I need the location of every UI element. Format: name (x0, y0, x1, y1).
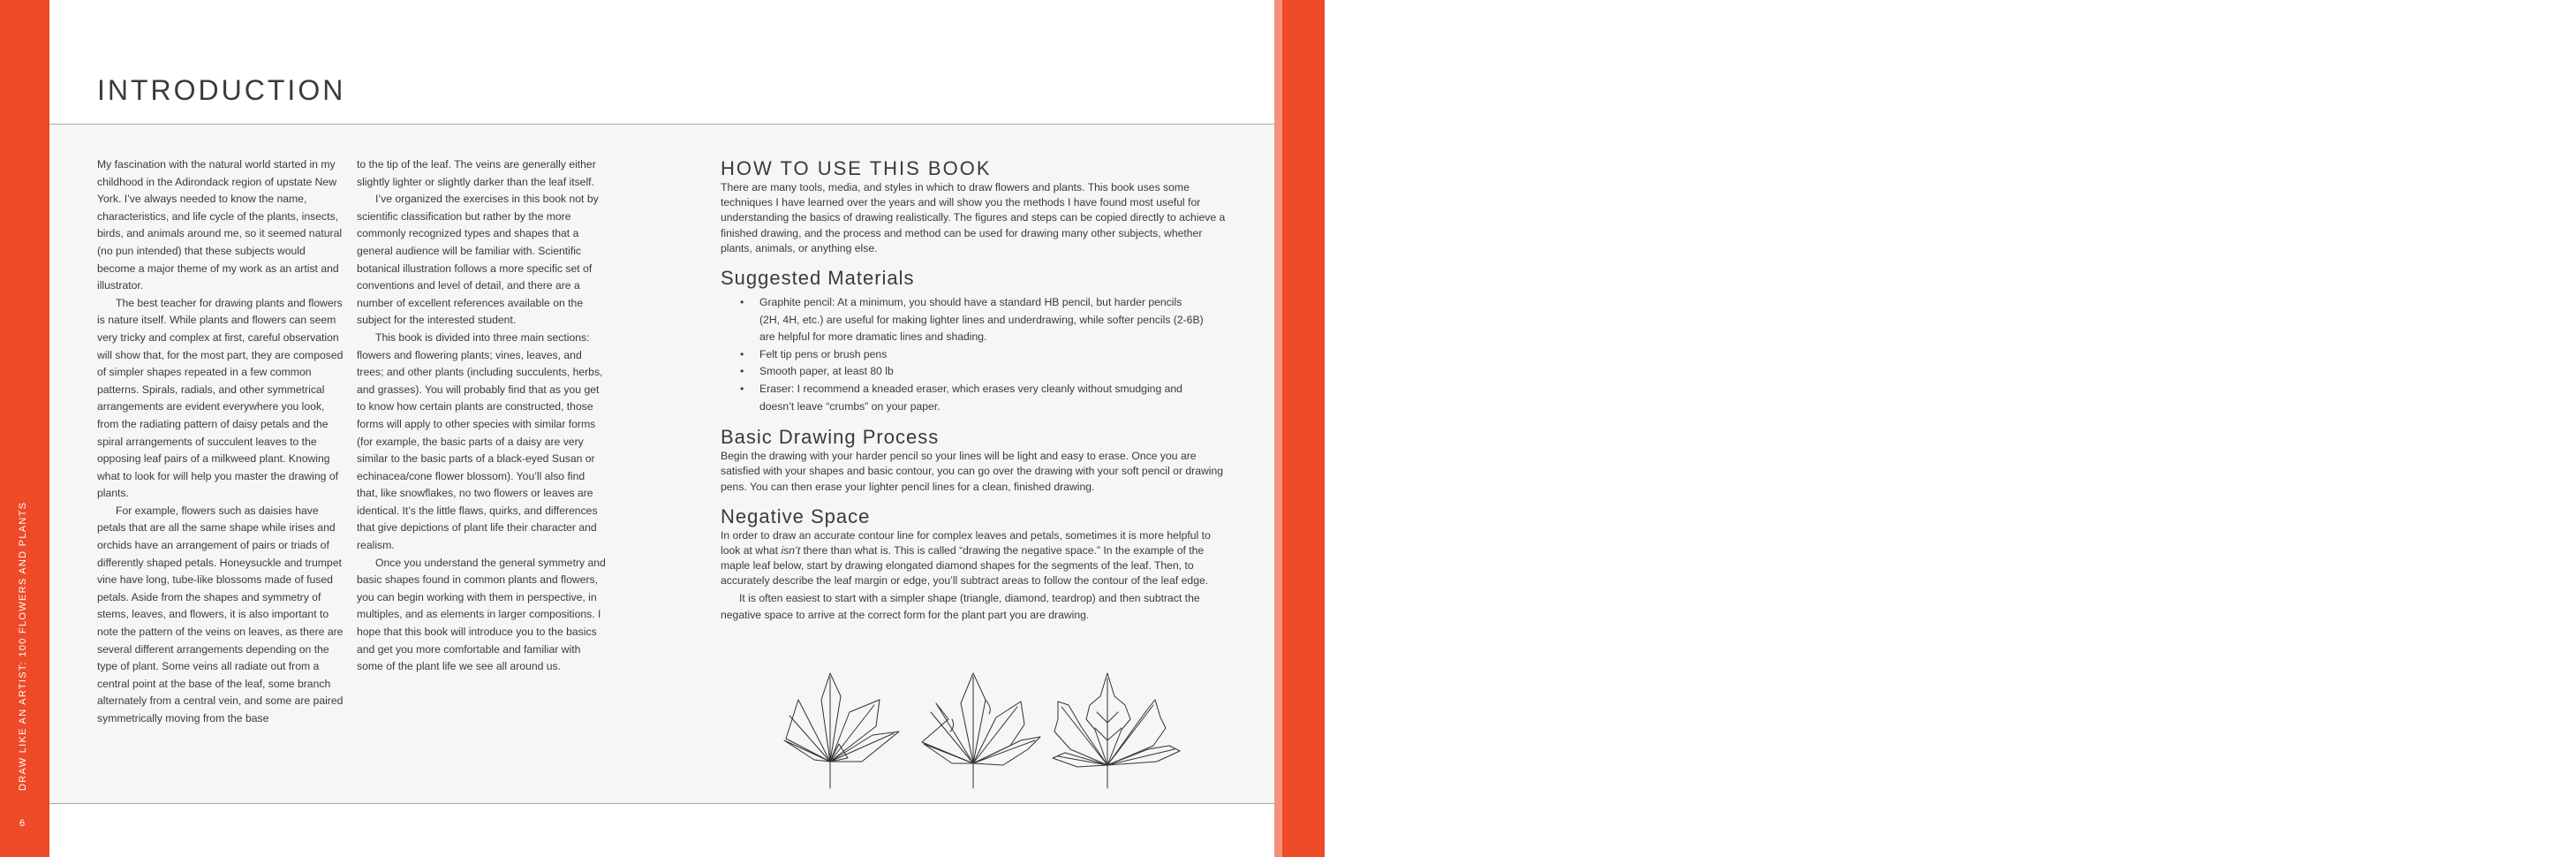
body-text: there than what is. This is called “drawing the negative space.” In the example of the maple leaf below, start by drawing elongated diamond shapes for the segments of the leaf. Then, to accurately describe the leaf margin or edge, you’ll subtract areas to follow the contour of the leaf edge. (721, 543, 1209, 588)
leaf-step-2-icon (922, 673, 1040, 788)
basic-process-section (721, 426, 1231, 495)
emphasis-text: isn’t (781, 543, 801, 557)
right-accent-stripe (1274, 0, 1282, 857)
right-column (721, 157, 1231, 625)
page-number-left: 6 (19, 818, 26, 829)
list-item-text: Smooth paper, at least 80 lb (759, 365, 894, 378)
list-item (740, 363, 1231, 381)
materials-list (721, 294, 1231, 415)
list-item-text: Eraser: I recommend a kneaded eraser, which erases very cleanly without smudging and doesn’t leave “crumbs” on your paper. (759, 382, 1182, 413)
negative-space-body-2: It is often easiest to start with a simpler shape (triangle, diamond, teardrop) and then subtract the negative space to arrive at the correct form for the plant part you are drawing. (721, 591, 1200, 622)
page-number-right: 7 (2571, 818, 2576, 829)
left-accent-band (0, 0, 49, 857)
body-text: In order to draw an accurate contour line for complex leaves and petals, sometimes it is more helpful to look at what (721, 528, 1211, 557)
paragraph: For example, flowers such as daisies have petals that are all the same shape while irises and orchids have an arrangement of pairs or triads of differently shaped petals. Honeysuckle and trumpet vine have long, tube-like blossoms made of fused petals. Aside from the shapes and symmetry of stems, leaves, and flowers, it is also important to note the pattern of the veins on leaves, as there are several different arrangements depending on the type of plant. Some veins all radiate out from a central point at the base of the leaf, some branch alternately from a central vein, and some are paired symmetrically moving from the base (97, 504, 344, 724)
list-item (740, 294, 1231, 346)
leaf-step-3-icon (1053, 673, 1180, 788)
list-item (740, 381, 1231, 415)
how-to-body: There are many tools, media, and styles in which to draw flowers and plants. This book uses some techniques I have learned over the years and will show you the methods I have found most useful for understanding the basics of drawing realistically. The figures and steps can be copied directly to achieve a finished drawing, and the process and method can be used for drawing many other subjects, whether plants, animals, or anything else. (721, 181, 1226, 254)
text-column-1 (97, 156, 346, 728)
paragraph: My fascination with the natural world started in my childhood in the Adirondack region of upstate New York. I’ve always needed to know the name, characteristics, and life cycle of the plants, insects, birds, and animals around me, so it seemed natural (no pun intended) that these subjects would become a major theme of my work as an artist and illustrator. (97, 158, 343, 292)
paragraph: Once you understand the general symmetry and basic shapes found in common plants and flowers, you can begin working with them in perspective, in multiples, and as elements in larger compositions. I hope that this book will introduce you to the basics and get you more comfortable and familiar with some of the plant life we see all around us. (357, 556, 606, 673)
right-accent-band (1274, 0, 2576, 857)
negative-space-body (721, 528, 1231, 589)
paragraph: to the tip of the leaf. The veins are generally either slightly lighter or slightly darker than the leaf itself. (357, 158, 596, 188)
basic-process-body: Begin the drawing with your harder pencil so your lines will be light and easy to erase. Once you are satisfied with your shapes and basic contour, you can go over the drawing with your soft pencil or drawing pens. You can then erase your lighter pencil lines for a clean, finished drawing. (721, 450, 1224, 493)
materials-section (721, 267, 1231, 415)
list-item-text: Graphite pencil: At a minimum, you should have a standard HB pencil, but harder pencils (2H, 4H, etc.) are useful for making lighter lines and underdrawing, while softer pencils (2-6B) are helpful for more dramatic lines and shading. (759, 296, 1204, 344)
paragraph: This book is divided into three main sections: flowers and flowering plants; vines, leaves, and trees; and other plants (including succulents, herbs, and grasses). You will probably find that as you get to know how certain plants are constructed, those forms will apply to other species with similar forms (for example, the basic parts of a daisy are very similar to the basic parts of a black-eyed Susan or echinacea/cone flower blossom). You’ll also find that, like snowflakes, no two flowers or leaves are identical. It’s the little flaws, quirks, and differences that give depictions of plant life their character and realism. (357, 330, 603, 552)
list-item (740, 346, 1231, 364)
how-to-heading: HOW TO USE THIS BOOK (721, 157, 992, 179)
text-column-2 (357, 156, 606, 676)
paragraph: The best teacher for drawing plants and flowers is nature itself. While plants and flowers can seem very tricky and complex at first, careful observation will show that, for the most part, they are composed of simpler shapes repeated in a few common patterns. Spirals, radials, and other symmetrical arrangements are evident everywhere you look, from the radiating pattern of daisy petals and the spiral arrangements of succulent leaves to the opposing leaf pairs of a milkweed plant. Knowing what to look for will help you master the drawing of plants. (97, 296, 344, 500)
paragraph: I’ve organized the exercises in this book not by scientific classification but rather by the more commonly recognized types and shapes that a general audience will be familiar with. Scientific botanical illustration follows a more specific set of conventions and level of detail, and there are a number of excellent references available on the subject for the interested student. (357, 193, 599, 327)
maple-leaf-illustration (777, 670, 1192, 792)
materials-heading: Suggested Materials (721, 267, 915, 290)
leaf-step-1-icon (784, 673, 899, 788)
list-item-text: Felt tip pens or brush pens (759, 347, 888, 360)
bullet-icon: • (740, 296, 744, 309)
negative-space-section (721, 505, 1231, 625)
running-title: DRAW LIKE AN ARTIST: 100 FLOWERS AND PLANTS (18, 501, 28, 791)
bullet-icon: • (740, 382, 744, 395)
leaf-drawings (777, 670, 1192, 792)
negative-space-heading: Negative Space (721, 504, 871, 527)
bullet-icon: • (740, 347, 744, 360)
bullet-icon: • (740, 365, 744, 378)
page-title: INTRODUCTION (97, 74, 346, 106)
basic-process-heading: Basic Drawing Process (721, 426, 940, 449)
